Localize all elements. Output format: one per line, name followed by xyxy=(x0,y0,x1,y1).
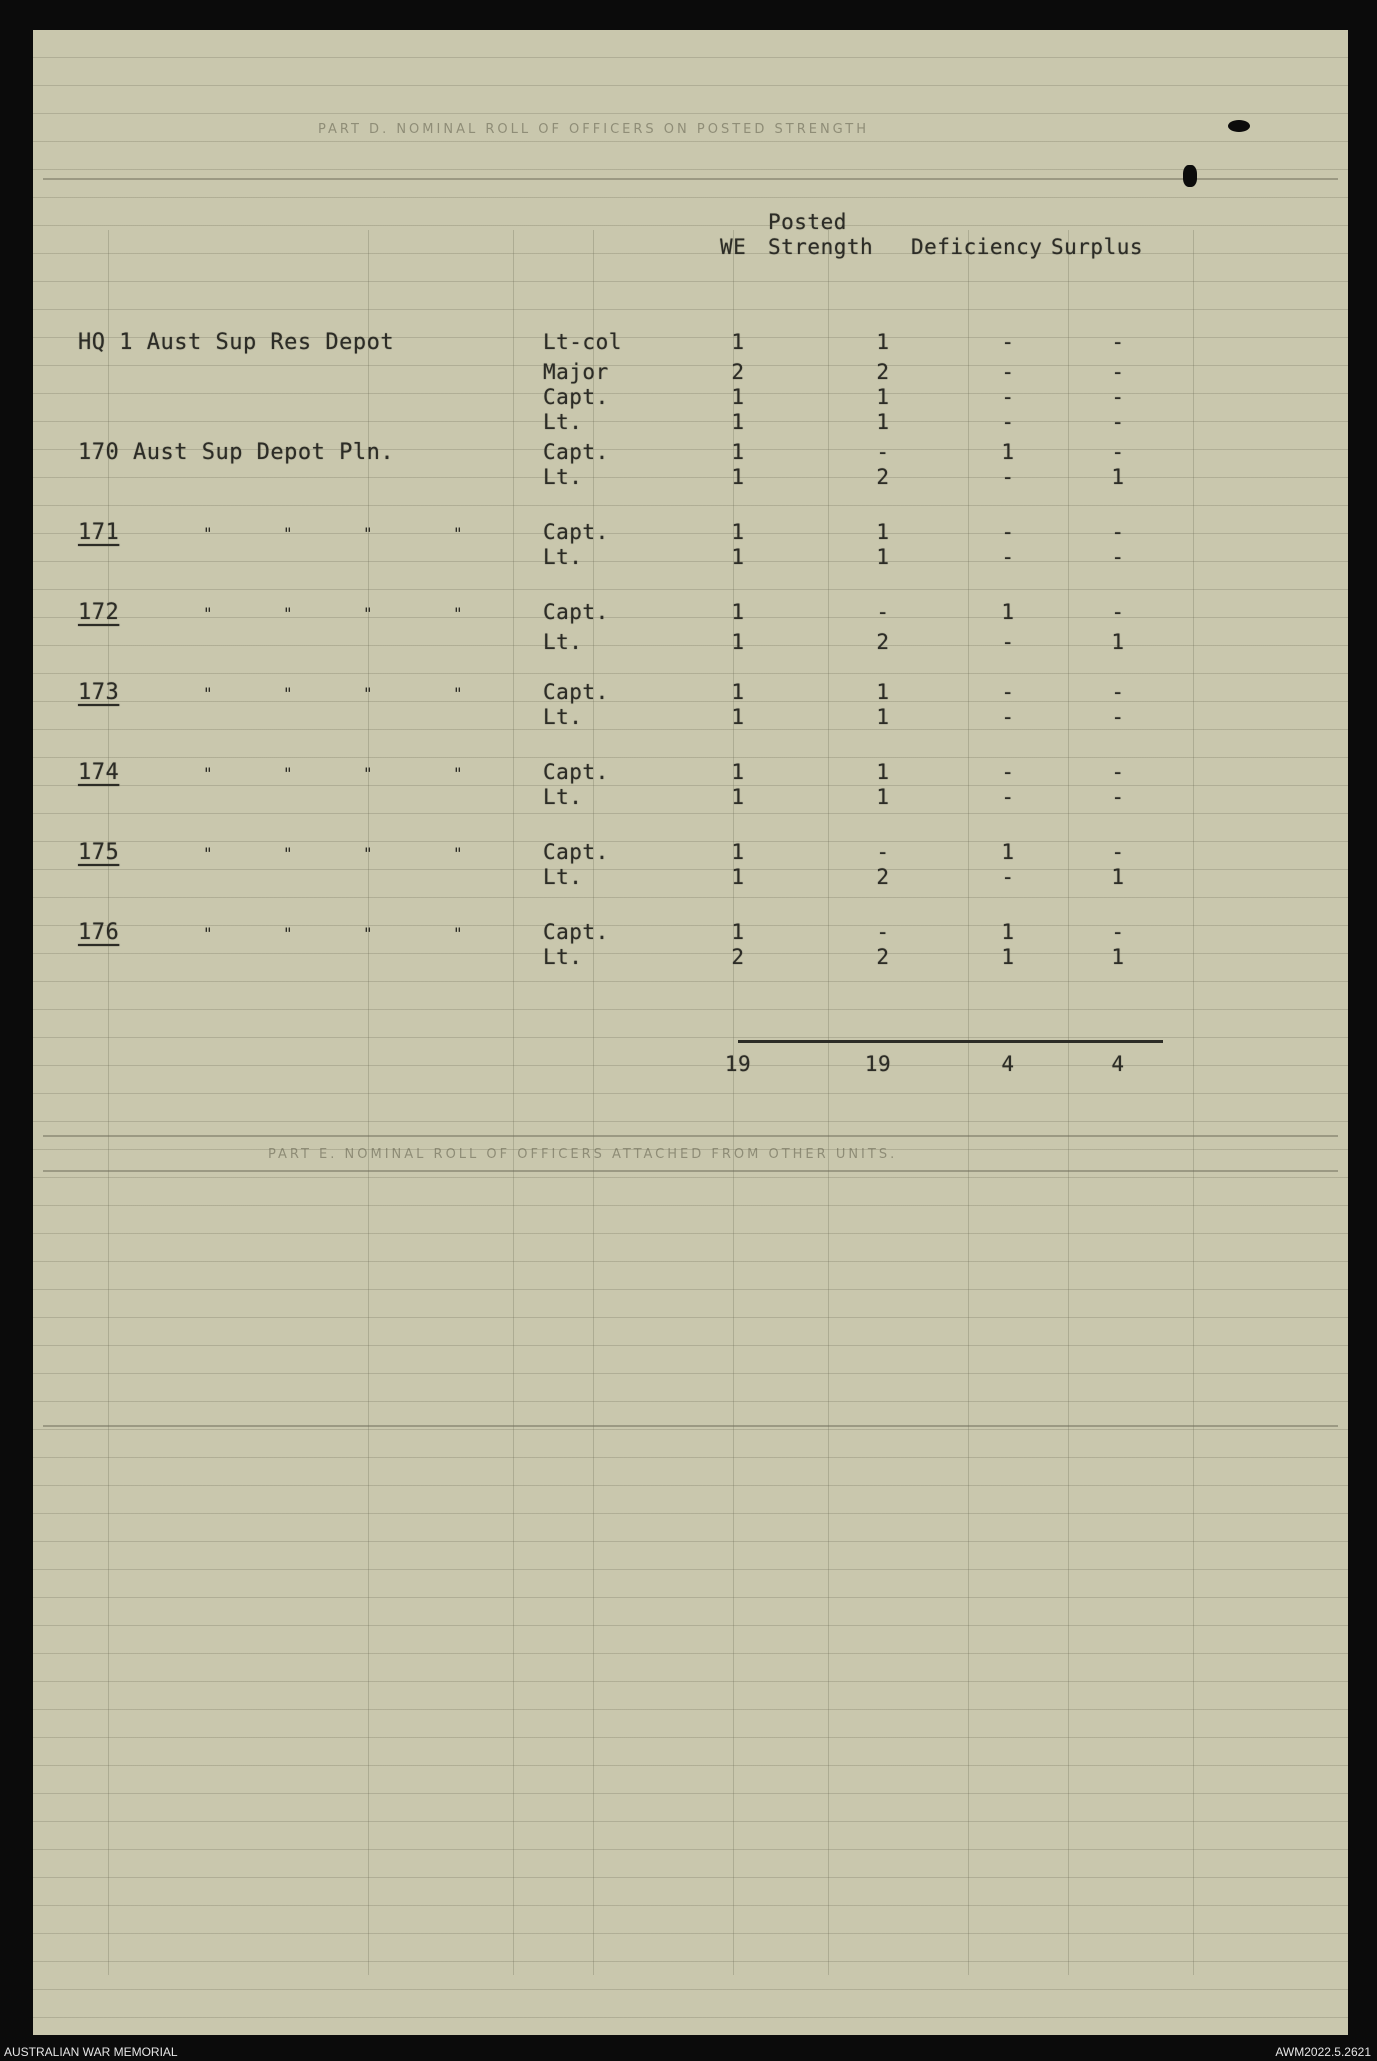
strength-cell: - xyxy=(876,600,890,624)
deficiency-cell: - xyxy=(1001,410,1015,434)
surplus-cell: - xyxy=(1111,785,1125,809)
part-e-title: PART E. NOMINAL ROLL OF OFFICERS ATTACHED FROM OTHER UNITS. xyxy=(268,1147,898,1162)
unit-name: 173 xyxy=(78,680,120,705)
deficiency-cell: - xyxy=(1001,705,1015,729)
signature-rule xyxy=(43,1425,1338,1427)
archive-reference: AWM2022.5.2621 xyxy=(1275,2045,1371,2059)
faint-signature xyxy=(228,1642,232,1657)
ditto-mark: " xyxy=(453,924,463,943)
deficiency-cell: 1 xyxy=(1001,440,1015,464)
ditto-mark: " xyxy=(283,924,293,943)
strength-cell: - xyxy=(876,840,890,864)
strength-cell: 1 xyxy=(876,785,890,809)
ditto-mark: " xyxy=(203,684,213,703)
strength-cell: 1 xyxy=(876,520,890,544)
unit-name: 175 xyxy=(78,840,120,865)
unit-name: 174 xyxy=(78,760,120,785)
strength-cell: 2 xyxy=(876,360,890,384)
surplus-cell: 1 xyxy=(1111,630,1125,654)
total-deficiency: 4 xyxy=(1001,1052,1015,1076)
deficiency-cell: 1 xyxy=(1001,840,1015,864)
strength-cell: 1 xyxy=(876,760,890,784)
deficiency-cell: - xyxy=(1001,545,1015,569)
rank-cell: Capt. xyxy=(543,520,609,544)
rank-cell: Major xyxy=(543,360,609,384)
ditto-mark: " xyxy=(283,604,293,623)
deficiency-cell: 1 xyxy=(1001,600,1015,624)
we-cell: 1 xyxy=(731,520,745,544)
we-cell: 1 xyxy=(731,440,745,464)
unit-name: 171 xyxy=(78,520,120,545)
surplus-cell: - xyxy=(1111,360,1125,384)
form-print-top-left xyxy=(73,52,78,65)
rank-cell: Capt. xyxy=(543,760,609,784)
deficiency-cell: - xyxy=(1001,330,1015,354)
strength-cell: 1 xyxy=(876,330,890,354)
deficiency-cell: - xyxy=(1001,785,1015,809)
deficiency-cell: 1 xyxy=(1001,945,1015,969)
strength-cell: 2 xyxy=(876,630,890,654)
rank-cell: Lt. xyxy=(543,545,583,569)
ditto-mark: " xyxy=(363,764,373,783)
surplus-cell: - xyxy=(1111,705,1125,729)
deficiency-cell: 1 xyxy=(1001,920,1015,944)
we-cell: 1 xyxy=(731,465,745,489)
deficiency-cell: - xyxy=(1001,520,1015,544)
ditto-mark: " xyxy=(363,844,373,863)
we-cell: 1 xyxy=(731,840,745,864)
ditto-mark: " xyxy=(363,684,373,703)
rank-cell: Capt. xyxy=(543,680,609,704)
rank-cell: Capt. xyxy=(543,600,609,624)
surplus-cell: - xyxy=(1111,545,1125,569)
ink-blot xyxy=(1183,165,1197,187)
we-cell: 1 xyxy=(731,545,745,569)
total-surplus: 4 xyxy=(1111,1052,1125,1076)
we-cell: 1 xyxy=(731,760,745,784)
strength-cell: 1 xyxy=(876,410,890,434)
surplus-cell: 1 xyxy=(1111,945,1125,969)
ditto-mark: " xyxy=(453,604,463,623)
ink-blot xyxy=(1228,120,1250,132)
surplus-cell: - xyxy=(1111,680,1125,704)
surplus-cell: - xyxy=(1111,410,1125,434)
strength-cell: 1 xyxy=(876,705,890,729)
heading-deficiency: Deficiency xyxy=(911,235,1043,259)
strength-cell: 2 xyxy=(876,865,890,889)
totals-rule xyxy=(738,1040,1163,1043)
strength-cell: 1 xyxy=(876,680,890,704)
unit-name: HQ 1 Aust Sup Res Depot xyxy=(78,330,395,355)
ditto-mark: " xyxy=(283,764,293,783)
heading-we: WE xyxy=(720,235,747,259)
ditto-mark: " xyxy=(363,924,373,943)
ditto-mark: " xyxy=(203,524,213,543)
rank-cell: Capt. xyxy=(543,840,609,864)
surplus-cell: - xyxy=(1111,920,1125,944)
we-cell: 1 xyxy=(731,330,745,354)
ditto-mark: " xyxy=(203,924,213,943)
archive-label: AUSTRALIAN WAR MEMORIAL xyxy=(4,2045,178,2059)
surplus-cell: - xyxy=(1111,520,1125,544)
unit-name: 172 xyxy=(78,600,120,625)
strength-cell: 1 xyxy=(876,385,890,409)
ditto-mark: " xyxy=(283,844,293,863)
ditto-mark: " xyxy=(453,764,463,783)
ditto-mark: " xyxy=(453,684,463,703)
we-cell: 1 xyxy=(731,785,745,809)
ditto-mark: " xyxy=(363,604,373,623)
we-cell: 1 xyxy=(731,705,745,729)
deficiency-cell: - xyxy=(1001,360,1015,384)
ditto-mark: " xyxy=(283,684,293,703)
surplus-cell: - xyxy=(1111,600,1125,624)
deficiency-cell: - xyxy=(1001,630,1015,654)
rank-cell: Lt. xyxy=(543,465,583,489)
ditto-mark: " xyxy=(283,524,293,543)
ditto-mark: " xyxy=(453,844,463,863)
surplus-cell: - xyxy=(1111,440,1125,464)
surplus-cell: - xyxy=(1111,840,1125,864)
surplus-cell: - xyxy=(1111,760,1125,784)
total-we: 19 xyxy=(724,1052,752,1076)
strength-cell: 2 xyxy=(876,465,890,489)
we-cell: 1 xyxy=(731,630,745,654)
rank-cell: Capt. xyxy=(543,385,609,409)
ditto-mark: " xyxy=(203,604,213,623)
surplus-cell: - xyxy=(1111,330,1125,354)
deficiency-cell: - xyxy=(1001,865,1015,889)
strength-cell: - xyxy=(876,920,890,944)
we-cell: 2 xyxy=(731,360,745,384)
document-page xyxy=(33,30,1348,2035)
ditto-mark: " xyxy=(203,844,213,863)
we-cell: 1 xyxy=(731,410,745,434)
heading-strength: Strength xyxy=(768,235,874,259)
rank-cell: Lt. xyxy=(543,705,583,729)
surplus-cell: 1 xyxy=(1111,865,1125,889)
unit-name: 170 Aust Sup Depot Pln. xyxy=(78,440,395,465)
we-cell: 1 xyxy=(731,865,745,889)
rank-cell: Lt-col xyxy=(543,330,622,354)
deficiency-cell: - xyxy=(1001,760,1015,784)
we-cell: 1 xyxy=(731,600,745,624)
surplus-cell: - xyxy=(1111,385,1125,409)
ditto-mark: " xyxy=(453,524,463,543)
deficiency-cell: - xyxy=(1001,465,1015,489)
part-d-bottom-rule xyxy=(43,1135,1338,1137)
we-cell: 1 xyxy=(731,920,745,944)
part-d-title: PART D. NOMINAL ROLL OF OFFICERS ON POSTED STRENGTH xyxy=(318,122,869,137)
total-strength: 19 xyxy=(864,1052,892,1076)
deficiency-cell: - xyxy=(1001,385,1015,409)
rank-cell: Lt. xyxy=(543,785,583,809)
rank-cell: Lt. xyxy=(543,865,583,889)
surplus-cell: 1 xyxy=(1111,465,1125,489)
strength-cell: 1 xyxy=(876,545,890,569)
we-cell: 2 xyxy=(731,945,745,969)
heading-surplus: Surplus xyxy=(1051,235,1144,259)
rank-cell: Lt. xyxy=(543,945,583,969)
we-cell: 1 xyxy=(731,680,745,704)
unit-name: 176 xyxy=(78,920,120,945)
ditto-mark: " xyxy=(363,524,373,543)
strength-cell: - xyxy=(876,440,890,464)
rank-cell: Lt. xyxy=(543,410,583,434)
strength-cell: 2 xyxy=(876,945,890,969)
ditto-mark: " xyxy=(203,764,213,783)
part-e-rule xyxy=(43,1170,1338,1172)
rank-cell: Capt. xyxy=(543,440,609,464)
deficiency-cell: - xyxy=(1001,680,1015,704)
rank-cell: Lt. xyxy=(543,630,583,654)
rank-cell: Capt. xyxy=(543,920,609,944)
we-cell: 1 xyxy=(731,385,745,409)
header-rule xyxy=(43,178,1338,180)
heading-posted: Posted xyxy=(768,210,847,234)
